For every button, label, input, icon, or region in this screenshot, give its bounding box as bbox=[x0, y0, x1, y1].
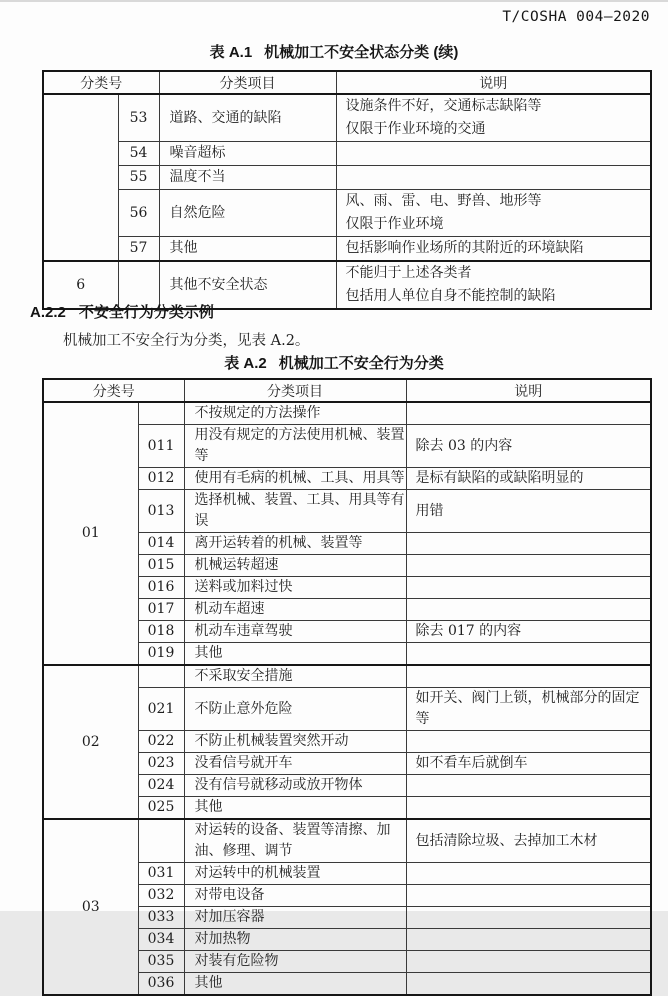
cell-group-code bbox=[43, 94, 118, 261]
column-header-category-item: 分类项目 bbox=[184, 379, 406, 402]
cell-desc bbox=[406, 621, 651, 643]
table-header-row bbox=[43, 379, 651, 402]
section-heading bbox=[30, 301, 214, 322]
cell-code: 036 bbox=[138, 973, 184, 996]
cell-group-code: 01 bbox=[43, 402, 138, 665]
cell-desc bbox=[406, 599, 651, 621]
cell-item: 没有信号就移动或放开物体 bbox=[184, 775, 406, 797]
table-a1 bbox=[42, 70, 652, 310]
cell-desc bbox=[336, 142, 651, 166]
cell-desc bbox=[406, 468, 651, 490]
cell-desc bbox=[406, 688, 651, 731]
section-title: 不安全行为分类示例 bbox=[78, 304, 214, 321]
desc-line: 用错 bbox=[415, 502, 444, 519]
cell-desc bbox=[406, 533, 651, 555]
table-a1-caption-label: 表 A.1 bbox=[209, 44, 253, 61]
cell-item: 对加热物 bbox=[184, 929, 406, 951]
cell-item: 用没有规定的方法使用机械、装置等 bbox=[184, 425, 406, 468]
cell-item: 对带电设备 bbox=[184, 885, 406, 907]
cell-code: 023 bbox=[138, 753, 184, 775]
cell-desc bbox=[336, 237, 651, 262]
scan-edge-artifact bbox=[0, 0, 668, 2]
cell-desc bbox=[406, 490, 651, 533]
cell-desc bbox=[336, 166, 651, 190]
table-row bbox=[43, 190, 651, 237]
cell-code: 034 bbox=[138, 929, 184, 951]
cell-desc bbox=[406, 577, 651, 599]
cell-desc bbox=[336, 261, 651, 309]
cell-item: 使用有毛病的机械、工具、用具等 bbox=[184, 468, 406, 490]
desc-line: 包括清除垃圾、去掉加工木材 bbox=[415, 832, 598, 849]
desc-line: 包括影响作业场所的其附近的环境缺陷 bbox=[345, 240, 584, 256]
cell-item: 没看信号就开车 bbox=[184, 753, 406, 775]
table-header-row bbox=[43, 71, 651, 94]
desc-line: 除去 03 的内容 bbox=[415, 437, 513, 454]
cell-code bbox=[138, 819, 184, 863]
table-row bbox=[43, 94, 651, 142]
desc-line: 风、雨、雷、电、野兽、地形等 bbox=[345, 193, 542, 209]
column-header-category-number: 分类号 bbox=[43, 379, 184, 402]
table-row bbox=[43, 142, 651, 166]
cell-desc bbox=[406, 753, 651, 775]
cell-item: 对运转的设备、装置等清擦、加油、修理、调节 bbox=[184, 819, 406, 863]
desc-line: 是标有缺陷的或缺陷明显的 bbox=[415, 470, 584, 486]
section-number: A.2.2 bbox=[30, 304, 66, 321]
cell-desc bbox=[406, 643, 651, 666]
cell-group-code: 02 bbox=[43, 665, 138, 819]
cell-item: 机动车超速 bbox=[184, 599, 406, 621]
cell-item: 不采取安全措施 bbox=[184, 665, 406, 688]
cell-code: 021 bbox=[138, 688, 184, 731]
cell-item: 其他不安全状态 bbox=[159, 261, 336, 309]
cell-item: 自然危险 bbox=[159, 190, 336, 237]
cell-desc bbox=[406, 402, 651, 425]
cell-code: 022 bbox=[138, 731, 184, 753]
desc-line: 不能归于上述各类者 bbox=[345, 265, 472, 281]
cell-desc bbox=[406, 907, 651, 929]
table-a2 bbox=[42, 378, 652, 996]
cell-code: 015 bbox=[138, 555, 184, 577]
cell-item: 噪音超标 bbox=[159, 142, 336, 166]
desc-line: 设施条件不好，交通标志缺陷等 bbox=[345, 98, 542, 114]
cell-desc bbox=[406, 819, 651, 863]
cell-item: 其他 bbox=[159, 237, 336, 262]
cell-code: 013 bbox=[138, 490, 184, 533]
table-a1-caption bbox=[0, 41, 668, 62]
cell-desc bbox=[406, 885, 651, 907]
table-row bbox=[43, 166, 651, 190]
cell-item: 机动车违章驾驶 bbox=[184, 621, 406, 643]
cell-code: 031 bbox=[138, 863, 184, 885]
cell-desc bbox=[336, 94, 651, 142]
cell-desc bbox=[336, 190, 651, 237]
cell-code: 012 bbox=[138, 468, 184, 490]
table-a1-caption-text: 机械加工不安全状态分类 (续) bbox=[264, 44, 459, 61]
cell-code: 57 bbox=[118, 237, 159, 262]
cell-code: 033 bbox=[138, 907, 184, 929]
column-header-description: 说明 bbox=[406, 379, 651, 402]
cell-code: 019 bbox=[138, 643, 184, 666]
cell-desc bbox=[406, 929, 651, 951]
table-a2-caption bbox=[0, 352, 668, 373]
cell-code bbox=[138, 402, 184, 425]
cell-item: 机械运转超速 bbox=[184, 555, 406, 577]
cell-code: 032 bbox=[138, 885, 184, 907]
cell-desc bbox=[406, 731, 651, 753]
desc-line: 除去 017 的内容 bbox=[415, 623, 522, 639]
cell-group-code: 03 bbox=[43, 819, 138, 995]
cell-item: 其他 bbox=[184, 797, 406, 820]
cell-code: 017 bbox=[138, 599, 184, 621]
cell-item: 其他 bbox=[184, 643, 406, 666]
cell-item: 不按规定的方法操作 bbox=[184, 402, 406, 425]
cell-code: 014 bbox=[138, 533, 184, 555]
body-paragraph: 机械加工不安全行为分类，见表 A.2。 bbox=[63, 333, 310, 349]
table-row bbox=[43, 237, 651, 262]
cell-item: 温度不当 bbox=[159, 166, 336, 190]
standard-number: T/COSHA 004—2020 bbox=[502, 9, 650, 25]
cell-code bbox=[138, 665, 184, 688]
cell-code: 56 bbox=[118, 190, 159, 237]
cell-code: 035 bbox=[138, 951, 184, 973]
cell-desc bbox=[406, 665, 651, 688]
cell-item: 送料或加料过快 bbox=[184, 577, 406, 599]
cell-code: 025 bbox=[138, 797, 184, 820]
cell-code: 016 bbox=[138, 577, 184, 599]
table-a2-caption-label: 表 A.2 bbox=[224, 355, 267, 372]
desc-line: 仅限于作业环境 bbox=[345, 216, 444, 232]
table-row bbox=[43, 402, 651, 425]
cell-desc bbox=[406, 555, 651, 577]
cell-item: 对运转中的机械装置 bbox=[184, 863, 406, 885]
table-row bbox=[43, 819, 651, 863]
cell-code: 53 bbox=[118, 94, 159, 142]
cell-group-code: 6 bbox=[43, 261, 118, 309]
cell-code: 024 bbox=[138, 775, 184, 797]
desc-line: 仅限于作业环境的交通 bbox=[345, 121, 486, 137]
column-header-category-number: 分类号 bbox=[43, 71, 159, 94]
cell-desc bbox=[406, 951, 651, 973]
desc-line: 如开关、阀门上锁，机械部分的固定等 bbox=[415, 690, 640, 727]
cell-item: 道路、交通的缺陷 bbox=[159, 94, 336, 142]
cell-item: 其他 bbox=[184, 973, 406, 996]
desc-line: 如不看车后就倒车 bbox=[415, 755, 528, 771]
cell-item: 对加压容器 bbox=[184, 907, 406, 929]
cell-desc bbox=[406, 775, 651, 797]
cell-desc bbox=[406, 425, 651, 468]
column-header-description: 说明 bbox=[336, 71, 651, 94]
cell-desc bbox=[406, 797, 651, 820]
cell-item: 不防止意外危险 bbox=[184, 688, 406, 731]
cell-item: 离开运转着的机械、装置等 bbox=[184, 533, 406, 555]
cell-code: 018 bbox=[138, 621, 184, 643]
cell-code: 011 bbox=[138, 425, 184, 468]
cell-desc bbox=[406, 973, 651, 996]
desc-line: 包括用人单位自身不能控制的缺陷 bbox=[345, 288, 556, 304]
table-row bbox=[43, 665, 651, 688]
cell-desc bbox=[406, 863, 651, 885]
table-a2-caption-text: 机械加工不安全行为分类 bbox=[278, 355, 444, 372]
cell-item: 不防止机械装置突然开动 bbox=[184, 731, 406, 753]
column-header-category-item: 分类项目 bbox=[159, 71, 336, 94]
cell-item: 选择机械、装置、工具、用具等有误 bbox=[184, 490, 406, 533]
cell-item: 对装有危险物 bbox=[184, 951, 406, 973]
cell-code: 55 bbox=[118, 166, 159, 190]
cell-code: 54 bbox=[118, 142, 159, 166]
